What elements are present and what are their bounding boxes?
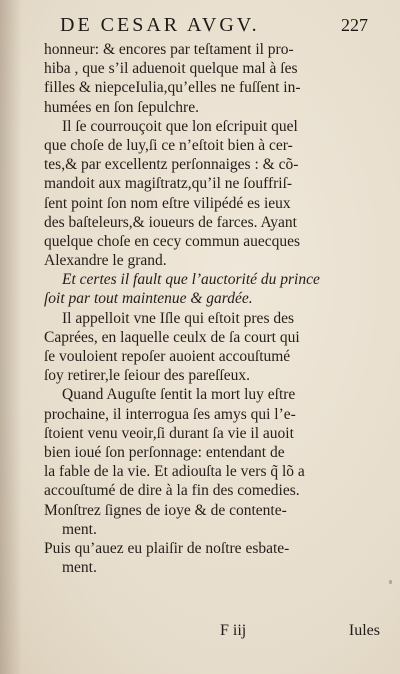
text-line: Alexandre le grand. [44,252,167,270]
text-line: que choſe de luy,ſi ce n’eſtoit bien à cer- [44,136,293,154]
text-line: humées en ſon ſepulchre. [44,98,199,116]
text-line: ſoy retirer,le ſeiour des pareſſeux. [44,367,250,385]
body-text [44,40,374,577]
italic-line: Et certes il fault que l’auctorité du prince [62,271,320,289]
page-number: 227 [341,15,368,35]
italic-line: ſoit par tout maintenue & gardée. [44,290,253,308]
text-line: mandoit aux magiſtratz,qu’il ne ſouffriſ- [44,175,293,193]
text-line: la fable de la vie. Et adiouſta le vers q̃ lõ a [44,463,305,481]
text-line: honneur: & encores par teſtament il pro- [44,41,294,58]
text-line: ſent point ſon nom eſtre vilipédé es ieux [44,194,291,212]
text-line: ment. [62,559,97,577]
gutter-shadow [0,0,22,674]
text-line: prochaine, il interrogua ſes amys qui l’e- [44,405,296,423]
text-line: hiba , que s’il aduenoit quelque mal à ſes [44,60,298,78]
text-line: filles & niepceIulia,qu’elles ne fuſſent in- [44,79,301,97]
paper-speck [389,580,392,584]
signature-mark: F iij [220,622,247,639]
text-line: bien ioué ſon perſonnage: entendant de [44,443,285,461]
text-line: Caprées, en laquelle ceulx de ſa court qui [44,328,300,346]
text-line: Quand Auguſte ſentit la mort luy eſtre [62,386,296,404]
text-line: quelque choſe en cecy commun auecques [44,232,301,250]
text-line: ſtoient venu veoir,ſi durant ſa vie il auoit [44,424,294,442]
text-line: des baſteleurs,& ioueurs de farces. Ayant [44,213,297,231]
text-line: accouſtumé de dire à la fin des comedies. [44,482,300,500]
page-header [60,14,368,40]
text-line: Il appelloit vne Iſle qui eſtoit pres des [62,309,295,327]
text-line: Puis qu’auez eu plaiſir de noſtre esbate- [44,539,290,557]
text-line: ment. [62,520,97,538]
text-line: Il ſe courrouçoit que lon eſcripuit quel [62,117,298,135]
text-line: ſe vouloient repoſer auoient accouſtumé [44,348,291,365]
text-line: tes,& par excellentz perſonnaiges : & cõ- [44,156,299,174]
page-footer [60,620,380,644]
text-line: Monſtrez ſignes de ioye & de contente- [44,501,287,519]
running-title: DE CESAR AVGV. [60,14,260,36]
catchword: Iules [348,622,380,639]
